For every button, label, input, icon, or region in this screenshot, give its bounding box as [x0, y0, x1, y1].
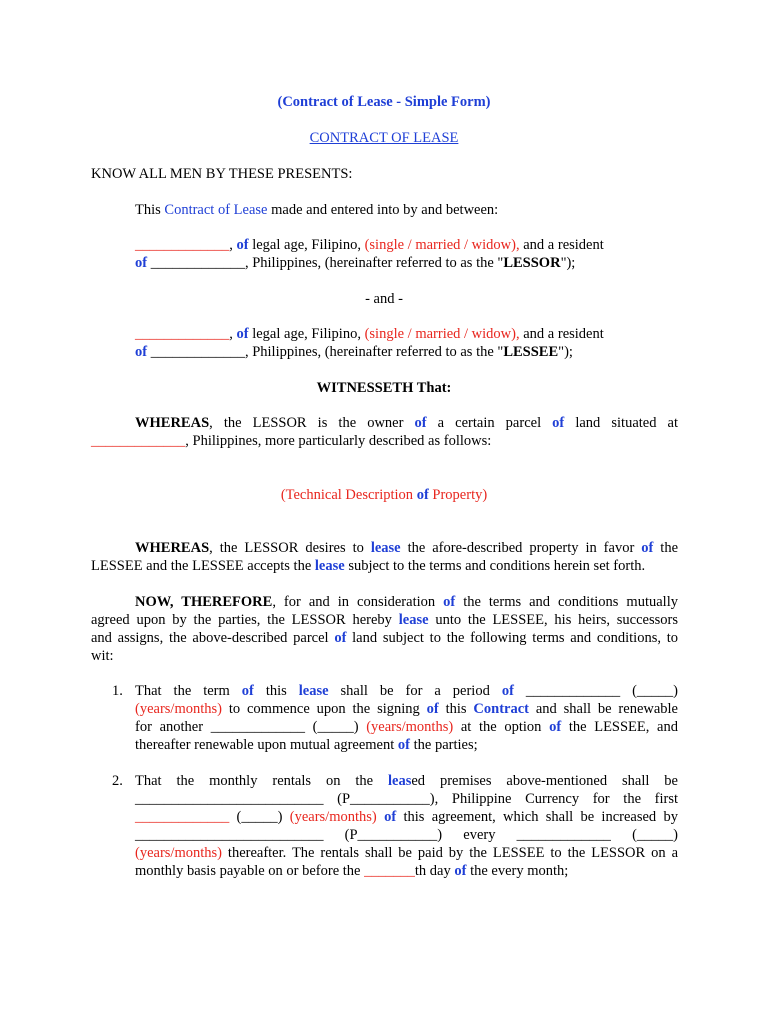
know-all-men: KNOW ALL MEN BY THESE PRESENTS: — [91, 166, 353, 182]
item-2-number: 2. — [112, 773, 123, 789]
item-2-line-2: __________________________ (P___________), Philippine Currency for the first — [135, 791, 678, 807]
now-therefore-line-2: agreed upon by the parties, the LESSOR hereby lease unto the LESSEE, his heirs, successors — [91, 612, 678, 628]
item-1-line-1: That the term of this lease shall be for a period of _____________ (_____) — [135, 683, 678, 699]
item-2-line-5: (years/months) thereafter. The rentals shall be paid by the LESSEE to the LESSOR on a — [135, 845, 678, 861]
and-separator: - and - — [365, 291, 403, 307]
item-2-line-1: That the monthly rentals on the leased premises above-mentioned shall be — [135, 773, 678, 789]
item-1-line-2: (years/months) to commence upon the signing of this Contract and shall be renewable — [135, 701, 678, 717]
item-2-line-4: __________________________ (P___________) every _____________ (_____) — [135, 827, 678, 843]
now-therefore-line-4: wit: — [91, 648, 114, 664]
lessor-line-2: of _____________, Philippines, (hereinafter referred to as the "LESSOR"); — [135, 255, 576, 271]
item-2-line-6: monthly basis payable on or before the _______th day of the every month; — [135, 863, 569, 879]
now-therefore-line-3: and assigns, the above-described parcel of land subject to the following terms and conditions, to — [91, 630, 678, 646]
witnesseth-heading: WITNESSETH That: — [316, 380, 452, 396]
item-2-line-3: _____________ (_____) (years/months) of this agreement, which shall be increased by — [135, 809, 678, 825]
whereas-2-line-1: WHEREAS, the LESSOR desires to lease the afore-described property in favor of the — [135, 540, 679, 556]
intro-paragraph: This Contract of Lease made and entered into by and between: — [135, 202, 499, 218]
document-title: CONTRACT OF LEASE — [309, 130, 459, 146]
form-heading: (Contract of Lease - Simple Form) — [277, 94, 491, 110]
whereas-1-line-1: WHEREAS, the LESSOR is the owner of a certain parcel of land situated at — [135, 415, 679, 431]
lessee-line-2: of _____________, Philippines, (hereinafter referred to as the "LESSEE"); — [135, 344, 573, 360]
technical-description: (Technical Description of Property) — [280, 487, 488, 503]
lessee-line-1: _____________, of legal age, Filipino, (single / married / widow), and a resident — [135, 326, 604, 342]
now-therefore-line-1: NOW, THEREFORE, for and in consideration of the terms and conditions mutually — [135, 594, 678, 610]
whereas-2-line-2: LESSEE and the LESSEE accepts the lease subject to the terms and conditions herein set forth. — [91, 558, 646, 574]
item-1-line-4: thereafter renewable upon mutual agreement of the parties; — [135, 737, 478, 753]
item-1-line-3: for another _____________ (_____) (years/months) at the option of the LESSEE, and — [135, 719, 678, 735]
whereas-1-line-2: _____________, Philippines, more particularly described as follows: — [91, 433, 492, 449]
lessor-line-1: _____________, of legal age, Filipino, (single / married / widow), and a resident — [135, 237, 604, 253]
item-1-number: 1. — [112, 683, 123, 699]
